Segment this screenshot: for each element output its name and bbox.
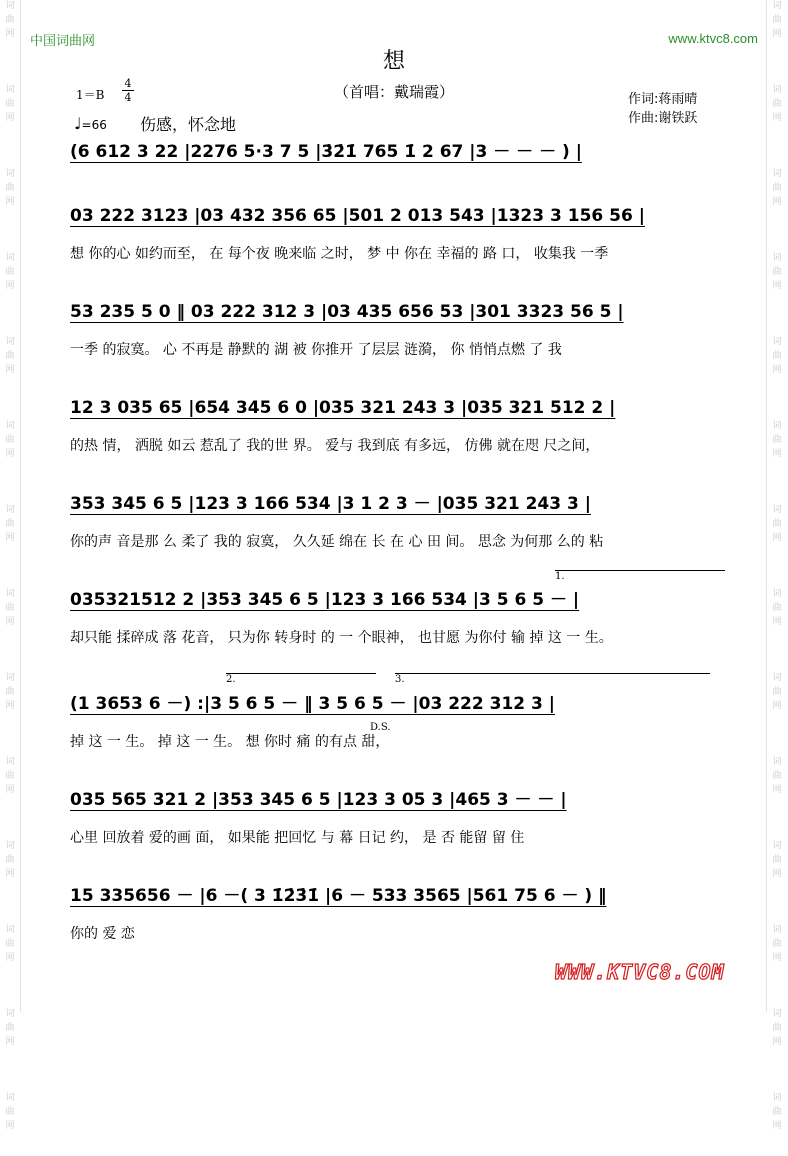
site-name[interactable]: 中国词曲网 [30,34,96,49]
watermark-glyph: 词 [5,1,15,11]
watermark-glyph: 网 [5,1037,15,1047]
quarter-note-icon: ♩ [74,114,82,133]
watermark-gap [767,1050,787,1072]
watermark-glyph: 曲 [772,519,782,529]
watermark-glyph: 网 [772,113,782,123]
lyric-line: 想 你的心 如约而至， 在 每个夜 晚来临 之时， 梦 中 你在 幸福的 路 口， 收集我 一季 [70,246,609,262]
score-line: 035 565 321 2 |353 345 6 5 |123 3 05 3 |465 3 － － | [70,790,567,810]
left-watermark-strip [0,0,21,1131]
watermark-glyph: 词 [772,421,782,431]
watermark-glyph: 曲 [772,939,782,949]
watermark-glyph: 词 [772,1009,782,1019]
watermark-glyph: 曲 [772,351,782,361]
meter-top: 4 [124,77,132,90]
watermark-glyph: 网 [5,785,15,795]
watermark-gap [767,126,787,148]
tempo-marking [74,114,107,133]
tempo-value: =66 [81,118,107,132]
watermark-glyph: 曲 [772,855,782,865]
watermark-glyph: 曲 [772,687,782,697]
watermark-gap [767,882,787,904]
key-signature: 1＝B [76,88,105,102]
watermark-gap [767,966,787,988]
watermark-glyph: 曲 [772,267,782,277]
meter-bottom: 4 [124,91,132,104]
watermark-gap [767,210,787,232]
watermark-glyph: 曲 [5,519,15,529]
watermark-glyph: 词 [5,337,15,347]
right-watermark-strip [766,0,787,1131]
credits [628,90,697,128]
watermark-glyph: 曲 [772,99,782,109]
lyric-line: 心里 回放着 爱的画 面， 如果能 把回忆 与 幕 日记 约， 是 否 能留 留 住 [70,830,525,846]
time-signature [120,77,136,104]
watermark-glyph: 曲 [5,351,15,361]
watermark-glyph: 网 [772,785,782,795]
score-line: (6 612 3 22 |2276 5·3 7 5 |3̇2̇1̇ 765 1̇ 2 67 |3 － － － ) | [70,142,582,162]
watermark-gap [767,1134,787,1156]
score-line: 12 3 035 65 |654 345 6 0 |035 321 243 3 |035 321 512 2 | [70,398,616,418]
lyricist: 作词:蒋雨晴 [628,92,698,107]
watermark-glyph: 曲 [772,1107,782,1117]
watermark-glyph: 网 [5,197,15,207]
watermark-glyph: 网 [5,29,15,39]
watermark-gap [767,462,787,484]
watermark-glyph: 网 [772,449,782,459]
watermark-glyph: 曲 [5,267,15,277]
watermark-gap [0,882,20,904]
lyric-line: 掉 这 一 生。 掉 这 一 生。 想 你时 痛 的有点 甜， [70,734,390,750]
score-line: 035321512 2 |353 345 6 5 |123 3 166 534 |3 5 6 5 － | [70,590,580,610]
watermark-gap [767,798,787,820]
watermark-glyph: 曲 [5,99,15,109]
watermark-glyph: 网 [772,617,782,627]
watermark-glyph: 词 [5,589,15,599]
watermark-glyph: 词 [5,1093,15,1103]
watermark-glyph: 曲 [772,15,782,25]
watermark-gap [767,630,787,652]
watermark-glyph: 网 [772,281,782,291]
watermark-gap [0,126,20,148]
watermark-glyph: 网 [5,869,15,879]
watermark-glyph: 词 [772,1093,782,1103]
watermark-glyph: 词 [772,1,782,11]
watermark-glyph: 曲 [5,183,15,193]
watermark-glyph: 网 [772,365,782,375]
watermark-glyph: 网 [5,365,15,375]
watermark-glyph: 词 [772,85,782,95]
watermark-gap [0,210,20,232]
watermark-glyph: 词 [772,841,782,851]
lyric-line: 一季 的寂寞。 心 不再是 静默的 湖 被 你推开 了层层 涟漪， 你 悄悄点燃 了 我 [70,342,562,358]
volta-2: 2. [226,673,376,685]
watermark-glyph: 曲 [772,771,782,781]
watermark-glyph: 曲 [5,15,15,25]
watermark-glyph: 曲 [5,687,15,697]
watermark-glyph: 网 [772,29,782,39]
watermark-glyph: 网 [5,701,15,711]
watermark-glyph: 词 [772,673,782,683]
watermark-glyph: 曲 [5,1023,15,1033]
watermark-glyph: 曲 [5,855,15,865]
watermark-gap [0,462,20,484]
watermark-glyph: 网 [772,533,782,543]
watermark-glyph: 曲 [5,603,15,613]
watermark-glyph: 词 [5,169,15,179]
watermark-glyph: 网 [5,617,15,627]
watermark-gap [767,546,787,568]
watermark-glyph: 词 [5,85,15,95]
watermark-glyph: 词 [772,925,782,935]
watermark-glyph: 曲 [772,183,782,193]
watermark-glyph: 曲 [5,1107,15,1117]
lyric-line: 却只能 揉碎成 落 花音， 只为你 转身时 的 一 个眼神， 也甘愿 为你付 输 掉 这 一 生。 [70,630,613,646]
watermark-glyph: 网 [772,701,782,711]
watermark-glyph: 曲 [772,435,782,445]
watermark-gap [767,294,787,316]
watermark-gap [0,294,20,316]
watermark-gap [0,966,20,988]
watermark-gap [0,714,20,736]
watermark-glyph: 曲 [772,603,782,613]
watermark-gap [0,1134,20,1156]
watermark-gap [0,798,20,820]
score-line: 353 345 6 5 |123 3 166 534 |3 1 2 3 － |035 321 243 3 | [70,494,591,514]
watermark-glyph: 网 [5,1121,15,1131]
volta-1: 1. [555,570,725,582]
lyric-line: 你的 爱 恋 [70,926,135,942]
watermark-glyph: 词 [5,925,15,935]
watermark-glyph: 词 [772,505,782,515]
watermark-glyph: 词 [772,337,782,347]
watermark-glyph: 网 [5,113,15,123]
watermark-glyph: 网 [772,197,782,207]
watermark-glyph: 曲 [5,939,15,949]
watermark-glyph: 词 [5,1009,15,1019]
watermark-glyph: 网 [772,1121,782,1131]
lyric-line: 的热 情， 洒脱 如云 惹乱了 我的世 界。 爱与 我到底 有多远， 仿佛 就在咫 尺之间， [70,438,600,454]
volta-3: 3. [395,673,710,685]
singer-credit: （首唱：戴瑞霞） [333,83,454,101]
watermark-glyph: 网 [772,953,782,963]
watermark-glyph: 词 [5,505,15,515]
dal-segno-mark: D.S. [370,722,391,733]
watermark-gap [0,630,20,652]
watermark-glyph: 词 [772,169,782,179]
watermark-glyph: 曲 [5,435,15,445]
watermark-gap [767,378,787,400]
watermark-glyph: 词 [772,589,782,599]
site-url[interactable]: www.ktvc8.com [668,31,758,46]
watermark-gap [0,378,20,400]
composer: 作曲:谢铁跃 [628,111,698,126]
watermark-glyph: 网 [772,869,782,879]
song-title: 想 [382,49,405,74]
score-line: 15 335656 － |6 －( 3 1̇2̇3̇1̇ |6 － 533 3565 |561 75 6 － ) ‖ [70,886,607,906]
score-line: (1 3653 6 －) :|3 5 6 5 － ‖ 3 5 6 5 － |03 222 312 3 | [70,694,555,714]
site-logo[interactable]: WWW.KTVC8.COM [555,960,725,984]
watermark-glyph: 词 [5,673,15,683]
watermark-gap [0,1050,20,1072]
watermark-glyph: 词 [5,421,15,431]
score-line: 03 222 3123 |03 432 356 65 |501 2 013 543 |1323 3 156 56 | [70,206,645,226]
watermark-glyph: 网 [5,533,15,543]
lyric-line: 你的声 音是那 么 柔了 我的 寂寞， 久久延 绵在 长 在 心 田 间。 思念 为何那 么的 粘 [70,534,604,550]
watermark-glyph: 词 [5,841,15,851]
expression-marking: 伤感，怀念地 [140,115,237,134]
watermark-glyph: 词 [5,253,15,263]
score-line: 53 235 5 0 ‖ 03 222 312 3 |03 435 656 53 |301 3323 56 5 | [70,302,624,322]
watermark-glyph: 网 [5,953,15,963]
watermark-glyph: 网 [5,281,15,291]
watermark-glyph: 曲 [772,1023,782,1033]
watermark-gap [0,546,20,568]
watermark-glyph: 网 [772,1037,782,1047]
watermark-glyph: 词 [772,757,782,767]
watermark-glyph: 曲 [5,771,15,781]
watermark-gap [767,714,787,736]
watermark-glyph: 词 [5,757,15,767]
watermark-glyph: 网 [5,449,15,459]
watermark-glyph: 词 [772,253,782,263]
